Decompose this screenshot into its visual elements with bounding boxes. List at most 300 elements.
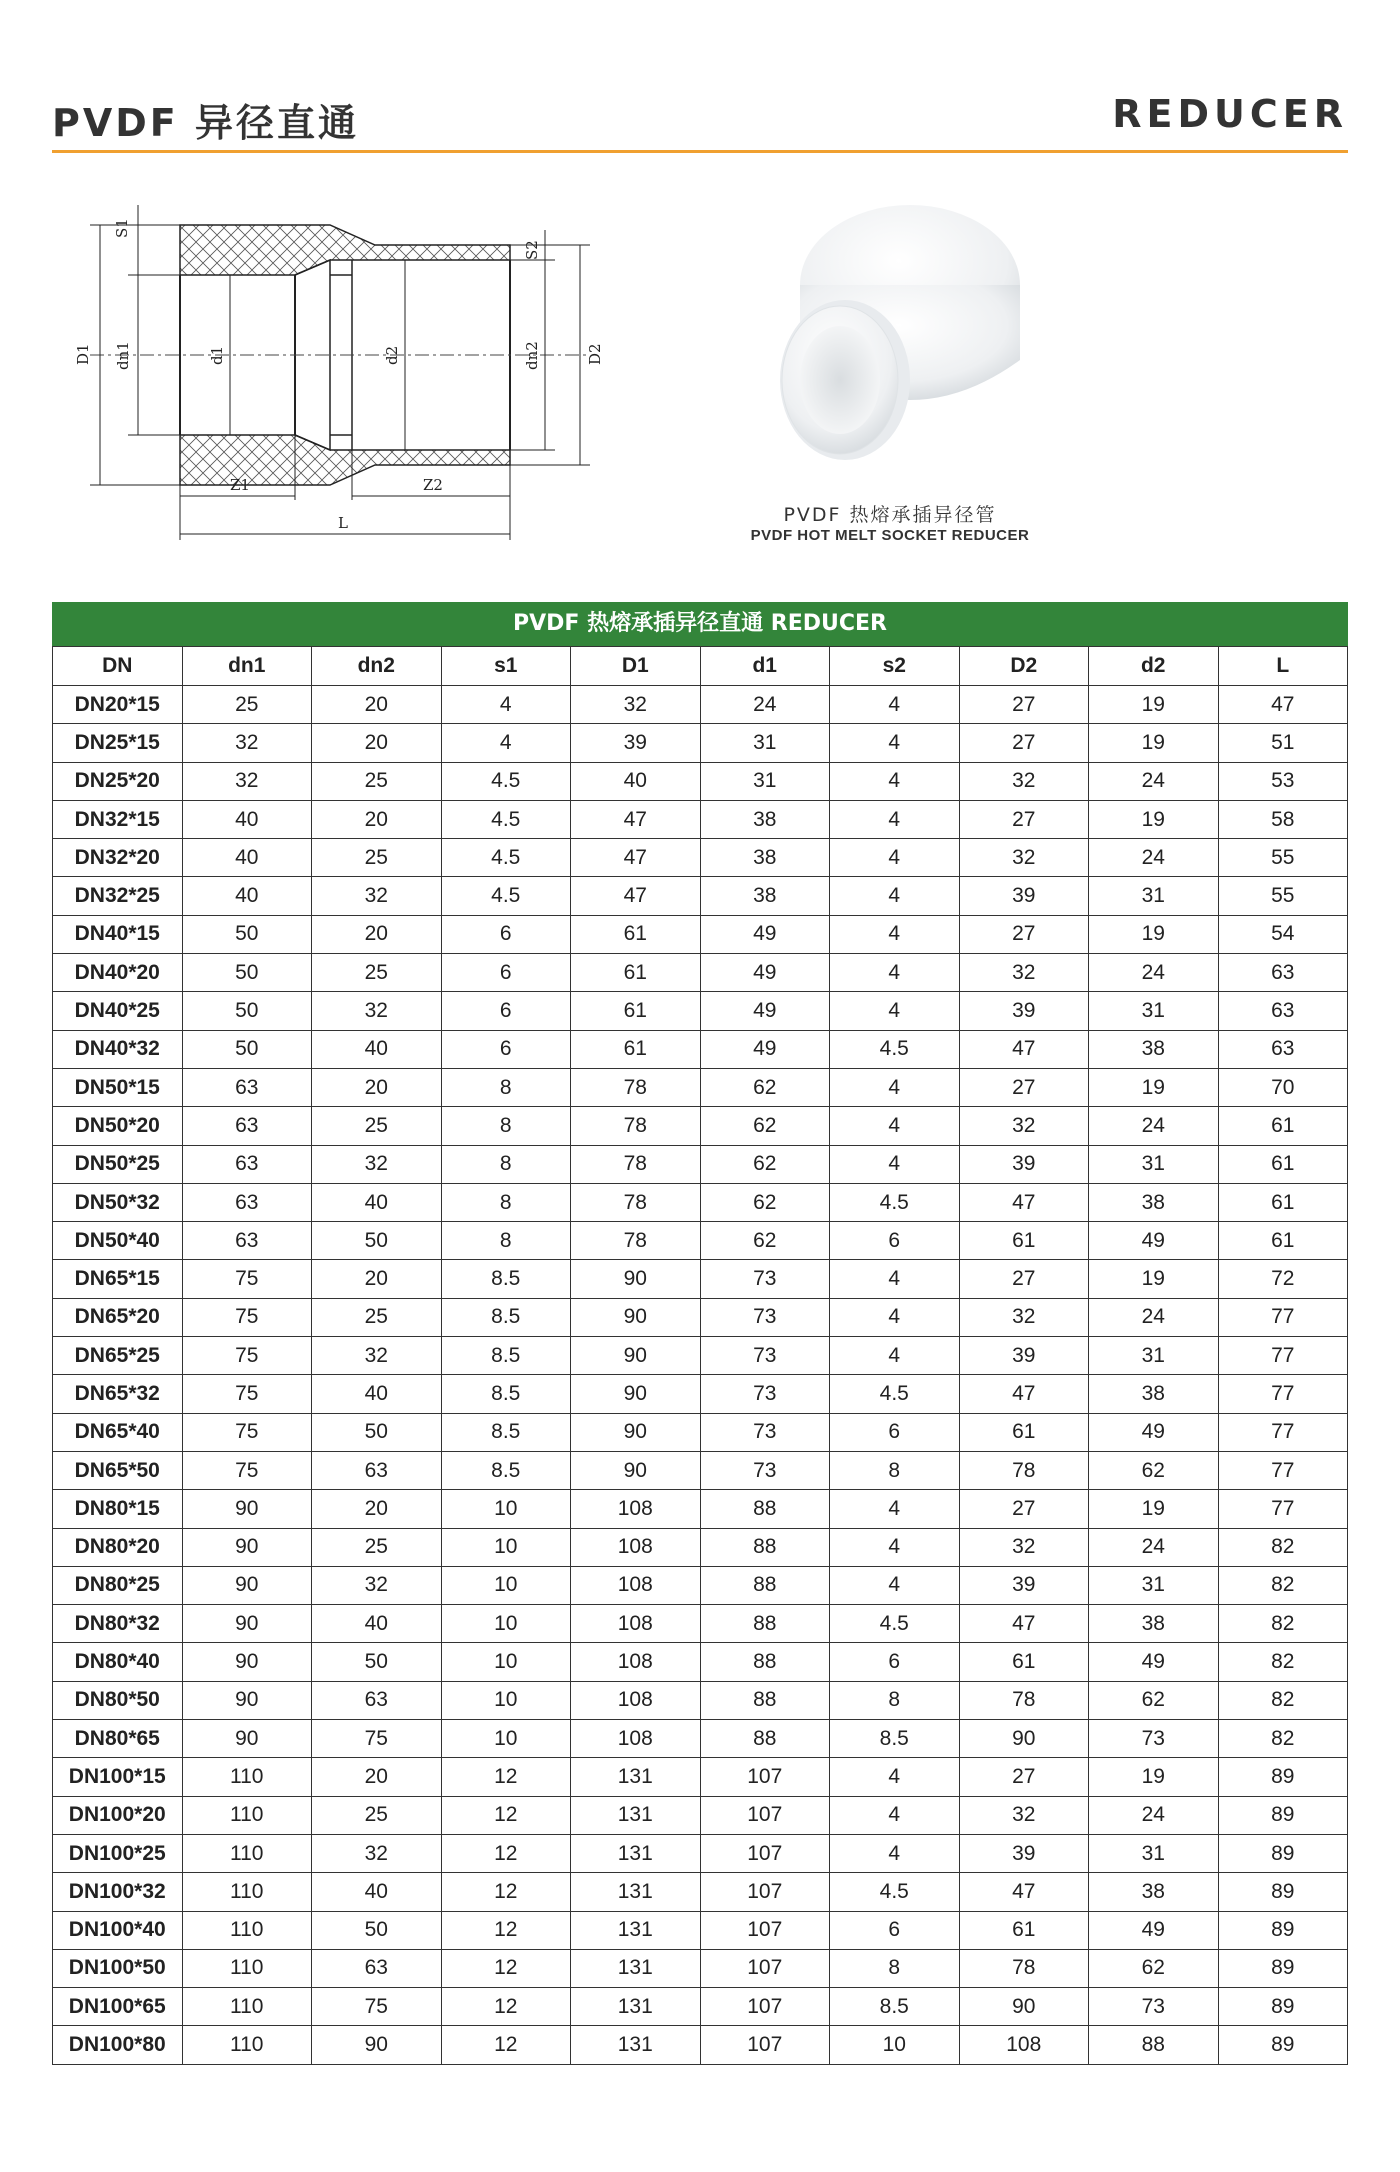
value-cell: 82 [1218,1528,1348,1566]
dn-cell: DN100*32 [53,1873,183,1911]
value-cell: 32 [959,954,1089,992]
value-cell: 4 [830,724,960,762]
value-cell: 107 [700,1758,830,1796]
dn-cell: DN20*15 [53,686,183,724]
value-cell: 62 [1089,1681,1219,1719]
value-cell: 73 [700,1260,830,1298]
dn-cell: DN32*25 [53,877,183,915]
value-cell: 40 [182,839,312,877]
value-cell: 54 [1218,915,1348,953]
value-cell: 32 [959,1298,1089,1336]
value-cell: 40 [312,1030,442,1068]
dn-cell: DN80*20 [53,1528,183,1566]
label-L: L [338,514,348,532]
value-cell: 12 [441,1949,571,1987]
value-cell: 131 [571,2026,701,2064]
value-cell: 82 [1218,1681,1348,1719]
table-row [53,1643,1348,1681]
value-cell: 25 [312,839,442,877]
table-row [53,954,1348,992]
table-row [53,1145,1348,1183]
value-cell: 12 [441,1834,571,1872]
value-cell: 10 [830,2026,960,2064]
value-cell: 40 [312,1873,442,1911]
wall-top [180,225,510,275]
table-row [53,762,1348,800]
value-cell: 8.5 [830,1720,960,1758]
value-cell: 62 [700,1222,830,1260]
value-cell: 38 [700,800,830,838]
value-cell: 4 [830,877,960,915]
table-row [53,1758,1348,1796]
value-cell: 72 [1218,1260,1348,1298]
table-row [53,877,1348,915]
value-cell: 32 [571,686,701,724]
value-cell: 32 [959,1528,1089,1566]
value-cell: 110 [182,1873,312,1911]
value-cell: 4 [830,915,960,953]
value-cell: 38 [700,877,830,915]
value-cell: 4.5 [441,762,571,800]
table-body [53,686,1348,2065]
value-cell: 108 [571,1681,701,1719]
value-cell: 20 [312,1260,442,1298]
value-cell: 63 [312,1451,442,1489]
value-cell: 88 [700,1605,830,1643]
dn-cell: DN65*20 [53,1298,183,1336]
value-cell: 61 [1218,1222,1348,1260]
value-cell: 4 [830,1068,960,1106]
value-cell: 19 [1089,1490,1219,1528]
value-cell: 4.5 [441,839,571,877]
value-cell: 61 [959,1413,1089,1451]
value-cell: 49 [700,992,830,1030]
value-cell: 10 [441,1681,571,1719]
value-cell: 78 [571,1222,701,1260]
value-cell: 63 [312,1681,442,1719]
value-cell: 4 [830,1107,960,1145]
value-cell: 61 [959,1643,1089,1681]
value-cell: 40 [182,877,312,915]
dn-cell: DN80*15 [53,1490,183,1528]
value-cell: 4.5 [830,1030,960,1068]
value-cell: 31 [700,724,830,762]
value-cell: 110 [182,1911,312,1949]
table-row [53,915,1348,953]
value-cell: 90 [571,1260,701,1298]
value-cell: 62 [700,1107,830,1145]
value-cell: 31 [700,762,830,800]
column-header: dn2 [312,647,442,686]
value-cell: 20 [312,724,442,762]
dn-cell: DN40*15 [53,915,183,953]
value-cell: 27 [959,1758,1089,1796]
value-cell: 77 [1218,1490,1348,1528]
value-cell: 131 [571,1834,701,1872]
value-cell: 50 [312,1643,442,1681]
value-cell: 75 [182,1337,312,1375]
value-cell: 49 [700,954,830,992]
value-cell: 20 [312,1490,442,1528]
value-cell: 90 [571,1413,701,1451]
table-row [53,1834,1348,1872]
value-cell: 75 [182,1413,312,1451]
value-cell: 73 [700,1375,830,1413]
value-cell: 89 [1218,1873,1348,1911]
value-cell: 89 [1218,1988,1348,2026]
value-cell: 89 [1218,1949,1348,1987]
value-cell: 47 [959,1873,1089,1911]
dn-cell: DN65*32 [53,1375,183,1413]
value-cell: 131 [571,1796,701,1834]
value-cell: 107 [700,1873,830,1911]
table-row [53,1260,1348,1298]
value-cell: 88 [700,1643,830,1681]
label-D1: D1 [74,343,92,365]
table-row [53,1298,1348,1336]
value-cell: 108 [571,1720,701,1758]
value-cell: 107 [700,1834,830,1872]
value-cell: 90 [571,1337,701,1375]
value-cell: 8 [441,1068,571,1106]
dn-cell: DN65*50 [53,1451,183,1489]
value-cell: 31 [1089,1566,1219,1604]
value-cell: 19 [1089,1758,1219,1796]
value-cell: 73 [700,1451,830,1489]
value-cell: 78 [959,1949,1089,1987]
value-cell: 20 [312,800,442,838]
value-cell: 108 [571,1605,701,1643]
value-cell: 38 [1089,1030,1219,1068]
value-cell: 107 [700,1949,830,1987]
value-cell: 88 [700,1566,830,1604]
value-cell: 38 [1089,1873,1219,1911]
value-cell: 88 [700,1720,830,1758]
value-cell: 24 [1089,839,1219,877]
table-row [53,1796,1348,1834]
value-cell: 50 [312,1222,442,1260]
value-cell: 31 [1089,1145,1219,1183]
value-cell: 77 [1218,1298,1348,1336]
label-dn2: dn2 [523,341,541,370]
value-cell: 32 [959,1107,1089,1145]
value-cell: 39 [959,992,1089,1030]
value-cell: 4 [830,1490,960,1528]
dn-cell: DN25*20 [53,762,183,800]
value-cell: 63 [182,1107,312,1145]
value-cell: 12 [441,1758,571,1796]
value-cell: 27 [959,915,1089,953]
value-cell: 107 [700,1988,830,2026]
value-cell: 107 [700,1796,830,1834]
value-cell: 8 [830,1949,960,1987]
table-row [53,1337,1348,1375]
value-cell: 50 [182,954,312,992]
value-cell: 49 [1089,1222,1219,1260]
value-cell: 88 [700,1490,830,1528]
value-cell: 73 [700,1298,830,1336]
value-cell: 12 [441,2026,571,2064]
dn-cell: DN100*50 [53,1949,183,1987]
value-cell: 131 [571,1949,701,1987]
dn-cell: DN50*15 [53,1068,183,1106]
value-cell: 32 [959,762,1089,800]
value-cell: 47 [571,877,701,915]
dn-cell: DN80*50 [53,1681,183,1719]
value-cell: 4 [830,1298,960,1336]
value-cell: 8.5 [441,1337,571,1375]
photo-caption-en: PVDF HOT MELT SOCKET REDUCER [750,527,1030,544]
dn-cell: DN32*20 [53,839,183,877]
value-cell: 70 [1218,1068,1348,1106]
value-cell: 32 [182,762,312,800]
value-cell: 78 [571,1183,701,1221]
dn-cell: DN100*80 [53,2026,183,2064]
value-cell: 25 [182,686,312,724]
value-cell: 38 [1089,1375,1219,1413]
value-cell: 4.5 [830,1375,960,1413]
value-cell: 8 [830,1681,960,1719]
value-cell: 4 [441,686,571,724]
value-cell: 47 [959,1030,1089,1068]
table-row [53,1030,1348,1068]
value-cell: 61 [571,954,701,992]
value-cell: 107 [700,1911,830,1949]
table-row [53,1566,1348,1604]
value-cell: 4 [441,724,571,762]
value-cell: 73 [700,1413,830,1451]
value-cell: 131 [571,1988,701,2026]
value-cell: 110 [182,2026,312,2064]
value-cell: 50 [312,1413,442,1451]
value-cell: 27 [959,800,1089,838]
value-cell: 40 [571,762,701,800]
value-cell: 4.5 [441,877,571,915]
value-cell: 58 [1218,800,1348,838]
value-cell: 4 [830,762,960,800]
dn-cell: DN50*25 [53,1145,183,1183]
dn-cell: DN65*40 [53,1413,183,1451]
dn-cell: DN40*20 [53,954,183,992]
label-d2: d2 [383,345,401,365]
table-row [53,1528,1348,1566]
value-cell: 63 [182,1145,312,1183]
column-header: d2 [1089,647,1219,686]
value-cell: 47 [959,1375,1089,1413]
value-cell: 6 [441,992,571,1030]
product-photo [740,190,1040,490]
value-cell: 62 [700,1068,830,1106]
value-cell: 61 [571,992,701,1030]
table-row [53,1222,1348,1260]
value-cell: 19 [1089,800,1219,838]
value-cell: 110 [182,1988,312,2026]
value-cell: 27 [959,1260,1089,1298]
value-cell: 53 [1218,762,1348,800]
dn-cell: DN50*32 [53,1183,183,1221]
value-cell: 4 [830,1796,960,1834]
value-cell: 63 [182,1068,312,1106]
column-header: s1 [441,647,571,686]
value-cell: 8.5 [830,1988,960,2026]
value-cell: 47 [571,839,701,877]
value-cell: 63 [182,1183,312,1221]
table-row [53,1949,1348,1987]
value-cell: 62 [1089,1451,1219,1489]
dn-cell: DN100*15 [53,1758,183,1796]
value-cell: 12 [441,1873,571,1911]
value-cell: 19 [1089,686,1219,724]
value-cell: 25 [312,1298,442,1336]
value-cell: 8 [441,1145,571,1183]
value-cell: 32 [312,1145,442,1183]
value-cell: 108 [571,1528,701,1566]
value-cell: 6 [830,1413,960,1451]
value-cell: 82 [1218,1643,1348,1681]
value-cell: 61 [1218,1183,1348,1221]
value-cell: 131 [571,1873,701,1911]
label-s2: S2 [523,240,541,260]
value-cell: 78 [571,1107,701,1145]
value-cell: 27 [959,1490,1089,1528]
value-cell: 75 [312,1988,442,2026]
table-header-row [53,647,1348,686]
dn-cell: DN100*25 [53,1834,183,1872]
table-row [53,839,1348,877]
value-cell: 40 [312,1605,442,1643]
value-cell: 24 [700,686,830,724]
value-cell: 4 [830,1528,960,1566]
value-cell: 55 [1218,839,1348,877]
value-cell: 50 [182,1030,312,1068]
table-title: PVDF 热熔承插异径直通 REDUCER [52,602,1348,646]
table-row [53,1413,1348,1451]
label-z1: Z1 [230,476,250,494]
value-cell: 6 [441,915,571,953]
value-cell: 38 [1089,1183,1219,1221]
value-cell: 88 [1089,2026,1219,2064]
value-cell: 62 [700,1145,830,1183]
value-cell: 4.5 [830,1183,960,1221]
value-cell: 6 [830,1222,960,1260]
value-cell: 61 [1218,1107,1348,1145]
value-cell: 75 [182,1260,312,1298]
value-cell: 10 [441,1643,571,1681]
dn-cell: DN80*40 [53,1643,183,1681]
value-cell: 49 [700,1030,830,1068]
value-cell: 110 [182,1796,312,1834]
label-d1: d1 [208,345,226,365]
value-cell: 88 [700,1681,830,1719]
table-row [53,1873,1348,1911]
label-s1: S1 [113,218,131,238]
spec-table [52,602,1348,2065]
value-cell: 4 [830,1758,960,1796]
value-cell: 32 [312,877,442,915]
table-row [53,1068,1348,1106]
value-cell: 63 [1218,1030,1348,1068]
value-cell: 8 [441,1183,571,1221]
value-cell: 39 [959,1145,1089,1183]
value-cell: 8 [830,1451,960,1489]
value-cell: 6 [830,1911,960,1949]
value-cell: 82 [1218,1605,1348,1643]
column-header: L [1218,647,1348,686]
value-cell: 27 [959,686,1089,724]
table-row [53,686,1348,724]
reducer-technical-drawing [70,200,630,580]
table-row [53,1605,1348,1643]
value-cell: 90 [571,1298,701,1336]
value-cell: 4 [830,1260,960,1298]
value-cell: 110 [182,1758,312,1796]
value-cell: 73 [1089,1988,1219,2026]
value-cell: 89 [1218,2026,1348,2064]
value-cell: 32 [959,1796,1089,1834]
value-cell: 8.5 [441,1451,571,1489]
value-cell: 61 [1218,1145,1348,1183]
value-cell: 10 [441,1528,571,1566]
column-header: dn1 [182,647,312,686]
value-cell: 50 [312,1911,442,1949]
value-cell: 49 [700,915,830,953]
table-row [53,1911,1348,1949]
value-cell: 61 [959,1911,1089,1949]
dn-cell: DN65*25 [53,1337,183,1375]
value-cell: 24 [1089,1107,1219,1145]
column-header: D1 [571,647,701,686]
value-cell: 90 [571,1451,701,1489]
value-cell: 108 [959,2026,1089,2064]
value-cell: 73 [1089,1720,1219,1758]
value-cell: 50 [182,915,312,953]
dn-cell: DN100*65 [53,1988,183,2026]
value-cell: 63 [182,1222,312,1260]
value-cell: 47 [1218,686,1348,724]
value-cell: 4 [830,1834,960,1872]
value-cell: 4 [830,1337,960,1375]
label-D2: D2 [586,343,604,365]
dn-cell: DN100*40 [53,1911,183,1949]
table-row [53,1107,1348,1145]
value-cell: 4 [830,954,960,992]
table-row [53,1183,1348,1221]
dn-cell: DN80*25 [53,1566,183,1604]
dn-cell: DN32*15 [53,800,183,838]
value-cell: 75 [182,1298,312,1336]
value-cell: 8 [441,1107,571,1145]
table-row [53,1490,1348,1528]
value-cell: 73 [700,1337,830,1375]
value-cell: 89 [1218,1911,1348,1949]
value-cell: 78 [571,1068,701,1106]
value-cell: 4 [830,686,960,724]
value-cell: 32 [312,1566,442,1604]
value-cell: 62 [700,1183,830,1221]
value-cell: 10 [441,1605,571,1643]
value-cell: 32 [312,1834,442,1872]
value-cell: 32 [959,839,1089,877]
value-cell: 24 [1089,954,1219,992]
value-cell: 20 [312,1758,442,1796]
column-header: D2 [959,647,1089,686]
value-cell: 4 [830,800,960,838]
value-cell: 63 [1218,954,1348,992]
value-cell: 8.5 [441,1413,571,1451]
value-cell: 78 [959,1681,1089,1719]
value-cell: 107 [700,2026,830,2064]
value-cell: 75 [312,1720,442,1758]
